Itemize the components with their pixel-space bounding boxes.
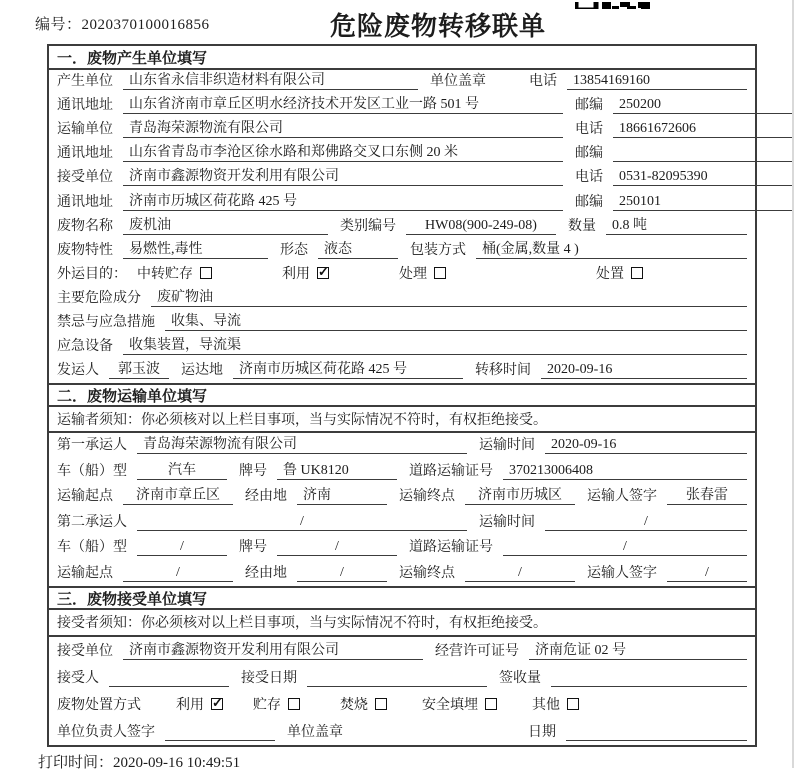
route2-via-label: 经由地 bbox=[245, 565, 287, 581]
hazard-label: 主要危险成分 bbox=[57, 290, 141, 306]
route2-start-label: 运输起点 bbox=[57, 565, 113, 581]
unit-seal-label: 单位盖章 bbox=[287, 724, 343, 740]
print-time-value: 2020-09-16 10:49:51 bbox=[113, 755, 241, 771]
serial-number bbox=[35, 13, 210, 34]
emergency-measures-label: 禁忌与应急措施 bbox=[57, 315, 155, 331]
row-route2 bbox=[49, 560, 755, 586]
section-accept-header: 三．废物接受单位填写 bbox=[49, 586, 755, 610]
transporter-zip-value bbox=[613, 145, 793, 162]
route2-sign-value: / bbox=[667, 565, 747, 582]
receiver-phone-label: 电话 bbox=[575, 170, 603, 186]
row-producer bbox=[49, 70, 755, 94]
row-route1 bbox=[49, 484, 755, 510]
waste-name-label: 废物名称 bbox=[57, 218, 113, 234]
vehicle1-type-value: 汽车 bbox=[137, 459, 227, 480]
destination-value: 济南市历城区荷花路 425 号 bbox=[233, 358, 463, 379]
vehicle2-cert-value: / bbox=[503, 539, 747, 556]
responsible-sign-label: 单位负责人签字 bbox=[57, 724, 155, 740]
vehicle2-plate-label: 牌号 bbox=[239, 540, 267, 556]
qr-code-icon bbox=[575, 0, 651, 9]
license-label: 经营许可证号 bbox=[435, 643, 519, 659]
destination-label: 运达地 bbox=[181, 363, 223, 379]
waste-form-label: 形态 bbox=[280, 242, 308, 258]
transporter-value: 青岛海荣源物流有限公司 bbox=[123, 117, 563, 138]
row-transporter bbox=[49, 118, 755, 142]
date-value bbox=[566, 724, 747, 741]
transport-notice: 运输者须知：你必须核对以上栏目事项，当与实际情况不符时，有权拒绝接受。 bbox=[49, 407, 755, 433]
transporter-address-label: 通讯地址 bbox=[57, 146, 113, 162]
row-waste-props bbox=[49, 239, 755, 263]
waste-qty-label: 数量 bbox=[568, 218, 596, 234]
carrier1-time-label: 运输时间 bbox=[479, 438, 535, 454]
sign-qty-value bbox=[551, 670, 747, 687]
section-producer bbox=[49, 46, 755, 383]
responsible-sign-value bbox=[165, 724, 275, 741]
route1-sign-label: 运输人签字 bbox=[587, 489, 657, 505]
accept-date-value bbox=[307, 670, 487, 687]
purpose-label: 外运目的： bbox=[57, 266, 127, 282]
waste-code-label: 类别编号 bbox=[340, 218, 396, 234]
section-transport-header: 二．废物运输单位填写 bbox=[49, 383, 755, 407]
producer-label: 产生单位 bbox=[57, 74, 113, 90]
receiver-address-value: 济南市历城区荷花路 425 号 bbox=[123, 190, 563, 211]
row-vehicle2 bbox=[49, 535, 755, 561]
transporter-address-value: 山东省青岛市李沧区徐水路和郑佛路交叉口东侧 20 米 bbox=[123, 141, 563, 162]
disposal-option-label: 安全填埋 bbox=[422, 697, 478, 713]
purpose-option-treat bbox=[399, 263, 446, 283]
route1-end-label: 运输终点 bbox=[399, 489, 455, 505]
section-accept bbox=[49, 586, 755, 745]
checkbox-dispose bbox=[631, 267, 643, 279]
date-label: 日期 bbox=[528, 724, 556, 740]
emergency-equipment-value: 收集装置，导流渠 bbox=[123, 334, 747, 355]
vehicle2-cert-label: 道路运输证号 bbox=[409, 540, 493, 556]
vehicle1-plate-value: 鲁 UK8120 bbox=[277, 459, 397, 480]
route1-via-label: 经由地 bbox=[245, 489, 287, 505]
vehicle2-type-value: / bbox=[137, 539, 227, 556]
carrier2-label: 第二承运人 bbox=[57, 514, 127, 530]
receiver-zip-label: 邮编 bbox=[575, 194, 603, 210]
vehicle1-cert-label: 道路运输证号 bbox=[409, 463, 493, 479]
waste-qty-value: 0.8 吨 bbox=[606, 214, 747, 235]
checkbox-treat bbox=[434, 267, 446, 279]
purpose-option-label: 处置 bbox=[596, 266, 624, 282]
license-value: 济南危证 02 号 bbox=[529, 639, 747, 660]
purpose-option-label: 中转贮存 bbox=[137, 266, 193, 282]
page-title: 危险废物转移联单 bbox=[330, 12, 547, 41]
accept-date-label: 接受日期 bbox=[241, 670, 297, 686]
carrier2-time-label: 运输时间 bbox=[479, 514, 535, 530]
route2-via-value: / bbox=[297, 565, 387, 582]
vehicle2-plate-value: / bbox=[277, 539, 397, 556]
transporter-label: 运输单位 bbox=[57, 122, 113, 138]
serial-label: 编号： bbox=[35, 17, 82, 33]
disposal-option-label: 利用 bbox=[176, 697, 204, 713]
route2-sign-label: 运输人签字 bbox=[587, 565, 657, 581]
print-time bbox=[38, 751, 240, 772]
section-producer-header: 一．废物产生单位填写 bbox=[49, 46, 755, 70]
receiver-address-label: 通讯地址 bbox=[57, 194, 113, 210]
carrier1-value: 青岛海荣源物流有限公司 bbox=[137, 433, 467, 454]
route1-start-label: 运输起点 bbox=[57, 489, 113, 505]
disposal-option-label: 焚烧 bbox=[340, 697, 368, 713]
carrier1-time-value: 2020-09-16 bbox=[545, 437, 747, 454]
route1-sign-value: 张春雷 bbox=[667, 484, 747, 505]
carrier1-label: 第一承运人 bbox=[57, 438, 127, 454]
waste-pack-label: 包装方式 bbox=[410, 242, 466, 258]
print-time-label: 打印时间： bbox=[38, 755, 114, 771]
carrier2-value: / bbox=[137, 514, 467, 531]
producer-address-label: 通讯地址 bbox=[57, 98, 113, 114]
route2-end-value: / bbox=[465, 565, 575, 582]
producer-zip-label: 邮编 bbox=[575, 98, 603, 114]
row-emergency-measures bbox=[49, 311, 755, 335]
row-purpose bbox=[49, 263, 755, 287]
vehicle1-cert-value: 370213006408 bbox=[503, 463, 747, 480]
checkbox-disposal-incinerate bbox=[375, 698, 387, 710]
producer-phone-label: 电话 bbox=[529, 74, 557, 90]
transporter-phone-label: 电话 bbox=[575, 122, 603, 138]
receiver-value: 济南市鑫源物资开发利用有限公司 bbox=[123, 165, 563, 186]
disposal-option-label: 贮存 bbox=[253, 697, 281, 713]
purpose-option-label: 处理 bbox=[399, 266, 427, 282]
row-waste-name bbox=[49, 215, 755, 239]
accept-unit-label: 接受单位 bbox=[57, 643, 113, 659]
row-responsible-signature bbox=[49, 718, 755, 745]
row-shipper bbox=[49, 359, 755, 383]
route2-end-label: 运输终点 bbox=[399, 565, 455, 581]
waste-name-value: 废机油 bbox=[123, 214, 328, 235]
serial-value: 2020370100016856 bbox=[81, 17, 210, 33]
receiver-zip-value: 250101 bbox=[613, 194, 793, 211]
row-hazard-component bbox=[49, 287, 755, 311]
transporter-phone-value: 18661672606 bbox=[613, 121, 793, 138]
disposal-option-landfill bbox=[422, 694, 497, 714]
producer-phone-value: 13854169160 bbox=[567, 73, 747, 90]
sign-qty-label: 签收量 bbox=[499, 670, 541, 686]
row-accept-unit bbox=[49, 637, 755, 664]
checkbox-disposal-storage bbox=[288, 698, 300, 710]
vehicle1-type-label: 车（船）型 bbox=[57, 463, 127, 479]
purpose-option-label: 利用 bbox=[282, 266, 310, 282]
row-carrier2 bbox=[49, 509, 755, 535]
manifest-form-table bbox=[47, 44, 757, 747]
row-producer-address bbox=[49, 94, 755, 118]
emergency-measures-value: 收集、导流 bbox=[165, 310, 747, 331]
route1-start-value: 济南市章丘区 bbox=[123, 484, 233, 505]
route1-end-value: 济南市历城区 bbox=[465, 484, 575, 505]
checkbox-disposal-landfill bbox=[485, 698, 497, 710]
row-transporter-address bbox=[49, 142, 755, 166]
acceptor-value bbox=[109, 670, 229, 687]
transfer-time-value: 2020-09-16 bbox=[541, 362, 747, 379]
hazard-value: 废矿物油 bbox=[151, 286, 747, 307]
disposal-option-utilize bbox=[176, 694, 223, 714]
purpose-option-utilize bbox=[282, 263, 329, 283]
transfer-time-label: 转移时间 bbox=[475, 363, 531, 379]
purpose-option-transfer-storage bbox=[137, 263, 212, 283]
accept-unit-value: 济南市鑫源物资开发利用有限公司 bbox=[123, 639, 423, 660]
shipper-label: 发运人 bbox=[57, 363, 99, 379]
acceptor-label: 接受人 bbox=[57, 670, 99, 686]
producer-zip-value: 250200 bbox=[613, 97, 793, 114]
receiver-label: 接受单位 bbox=[57, 170, 113, 186]
vehicle2-type-label: 车（船）型 bbox=[57, 540, 127, 556]
row-vehicle1 bbox=[49, 458, 755, 484]
checkbox-disposal-other bbox=[567, 698, 579, 710]
document-header bbox=[0, 0, 796, 44]
section-transport bbox=[49, 383, 755, 586]
disposal-option-other bbox=[532, 694, 579, 714]
waste-props-value: 易燃性,毒性 bbox=[123, 238, 268, 259]
waste-form-value: 液态 bbox=[318, 238, 398, 259]
transporter-zip-label: 邮编 bbox=[575, 146, 603, 162]
producer-value: 山东省永信非织造材料有限公司 bbox=[123, 69, 418, 90]
row-emergency-equipment bbox=[49, 335, 755, 359]
checkbox-disposal-utilize bbox=[211, 698, 223, 710]
row-receiver bbox=[49, 166, 755, 190]
row-disposal-method bbox=[49, 691, 755, 718]
emergency-equipment-label: 应急设备 bbox=[57, 339, 113, 355]
disposal-option-label: 其他 bbox=[532, 697, 560, 713]
purpose-option-dispose bbox=[596, 263, 643, 283]
vehicle1-plate-label: 牌号 bbox=[239, 463, 267, 479]
accept-notice: 接受者须知：你必须核对以上栏目事项，当与实际情况不符时，有权拒绝接受。 bbox=[49, 610, 755, 637]
page-edge-line bbox=[792, 0, 794, 768]
waste-code-value: HW08(900-249-08) bbox=[406, 218, 556, 235]
carrier2-time-value: / bbox=[545, 514, 747, 531]
disposal-option-storage bbox=[253, 694, 300, 714]
row-acceptor bbox=[49, 664, 755, 691]
producer-address-value: 山东省济南市章丘区明水经济技术开发区工业一路 501 号 bbox=[123, 93, 563, 114]
row-carrier1 bbox=[49, 433, 755, 459]
waste-props-label: 废物特性 bbox=[57, 242, 113, 258]
route1-via-value: 济南 bbox=[297, 484, 387, 505]
checkbox-transfer-storage bbox=[200, 267, 212, 279]
receiver-phone-value: 0531-82095390 bbox=[613, 169, 793, 186]
disposal-label: 废物处置方式 bbox=[57, 697, 141, 713]
route2-start-value: / bbox=[123, 565, 233, 582]
producer-seal-label: 单位盖章 bbox=[430, 74, 486, 90]
shipper-value: 郭玉波 bbox=[109, 358, 169, 379]
waste-pack-value: 桶(金属,数量 4 ) bbox=[476, 238, 747, 259]
checkbox-utilize bbox=[317, 267, 329, 279]
disposal-option-incinerate bbox=[340, 694, 387, 714]
row-receiver-address bbox=[49, 190, 755, 214]
